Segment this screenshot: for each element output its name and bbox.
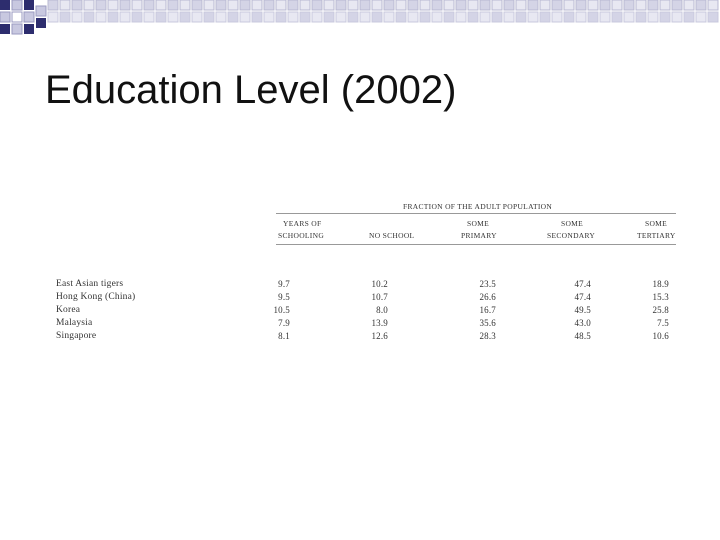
table-cell: 28.3 xyxy=(479,331,496,341)
header-rule-bottom xyxy=(276,244,676,245)
col-header-tertiary-line2: TERTIARY xyxy=(637,231,676,240)
row-label: Hong Kong (China) xyxy=(56,292,136,302)
group-header: FRACTION OF THE ADULT POPULATION xyxy=(403,202,553,211)
table-cell: 10.7 xyxy=(371,292,388,302)
row-label: Malaysia xyxy=(56,318,93,328)
table-cell: 8.1 xyxy=(278,331,290,341)
row-label: Korea xyxy=(56,305,81,315)
table-cell: 49.5 xyxy=(574,305,591,315)
col-header-primary-line1: SOME xyxy=(467,219,490,228)
table-cell: 35.6 xyxy=(479,318,496,328)
header-rule-top xyxy=(276,213,676,214)
table-cell: 25.8 xyxy=(652,305,669,315)
table-cell: 12.6 xyxy=(371,331,388,341)
table-cell: 23.5 xyxy=(479,279,496,289)
table-cell: 10.5 xyxy=(273,305,290,315)
table-cell: 47.4 xyxy=(574,279,591,289)
table-cell: 16.7 xyxy=(479,305,496,315)
col-header-years-line1: YEARS OF xyxy=(283,219,322,228)
col-header-noschool-line2: NO SCHOOL xyxy=(369,231,415,240)
col-header-primary-line2: PRIMARY xyxy=(461,231,497,240)
slide-title: Education Level (2002) xyxy=(45,68,457,112)
table-cell: 10.6 xyxy=(652,331,669,341)
col-header-tertiary-line1: SOME xyxy=(645,219,668,228)
table-cell: 48.5 xyxy=(574,331,591,341)
row-label: East Asian tigers xyxy=(56,279,124,289)
table-cell: 43.0 xyxy=(574,318,591,328)
table-cell: 26.6 xyxy=(479,292,496,302)
table-cell: 9.5 xyxy=(278,292,290,302)
col-header-secondary-line2: SECONDARY xyxy=(547,231,596,240)
table-cell: 10.2 xyxy=(371,279,388,289)
table-cell: 15.3 xyxy=(652,292,669,302)
table-cell: 7.9 xyxy=(278,318,290,328)
table-cell: 47.4 xyxy=(574,292,591,302)
col-header-secondary-line1: SOME xyxy=(561,219,584,228)
table-cell: 13.9 xyxy=(371,318,388,328)
table-cell: 18.9 xyxy=(652,279,669,289)
row-label: Singapore xyxy=(56,331,97,341)
table-cell: 7.5 xyxy=(657,318,669,328)
col-header-years-line2: SCHOOLING xyxy=(278,231,325,240)
table-cell: 9.7 xyxy=(278,279,290,289)
table-cell: 8.0 xyxy=(376,305,388,315)
